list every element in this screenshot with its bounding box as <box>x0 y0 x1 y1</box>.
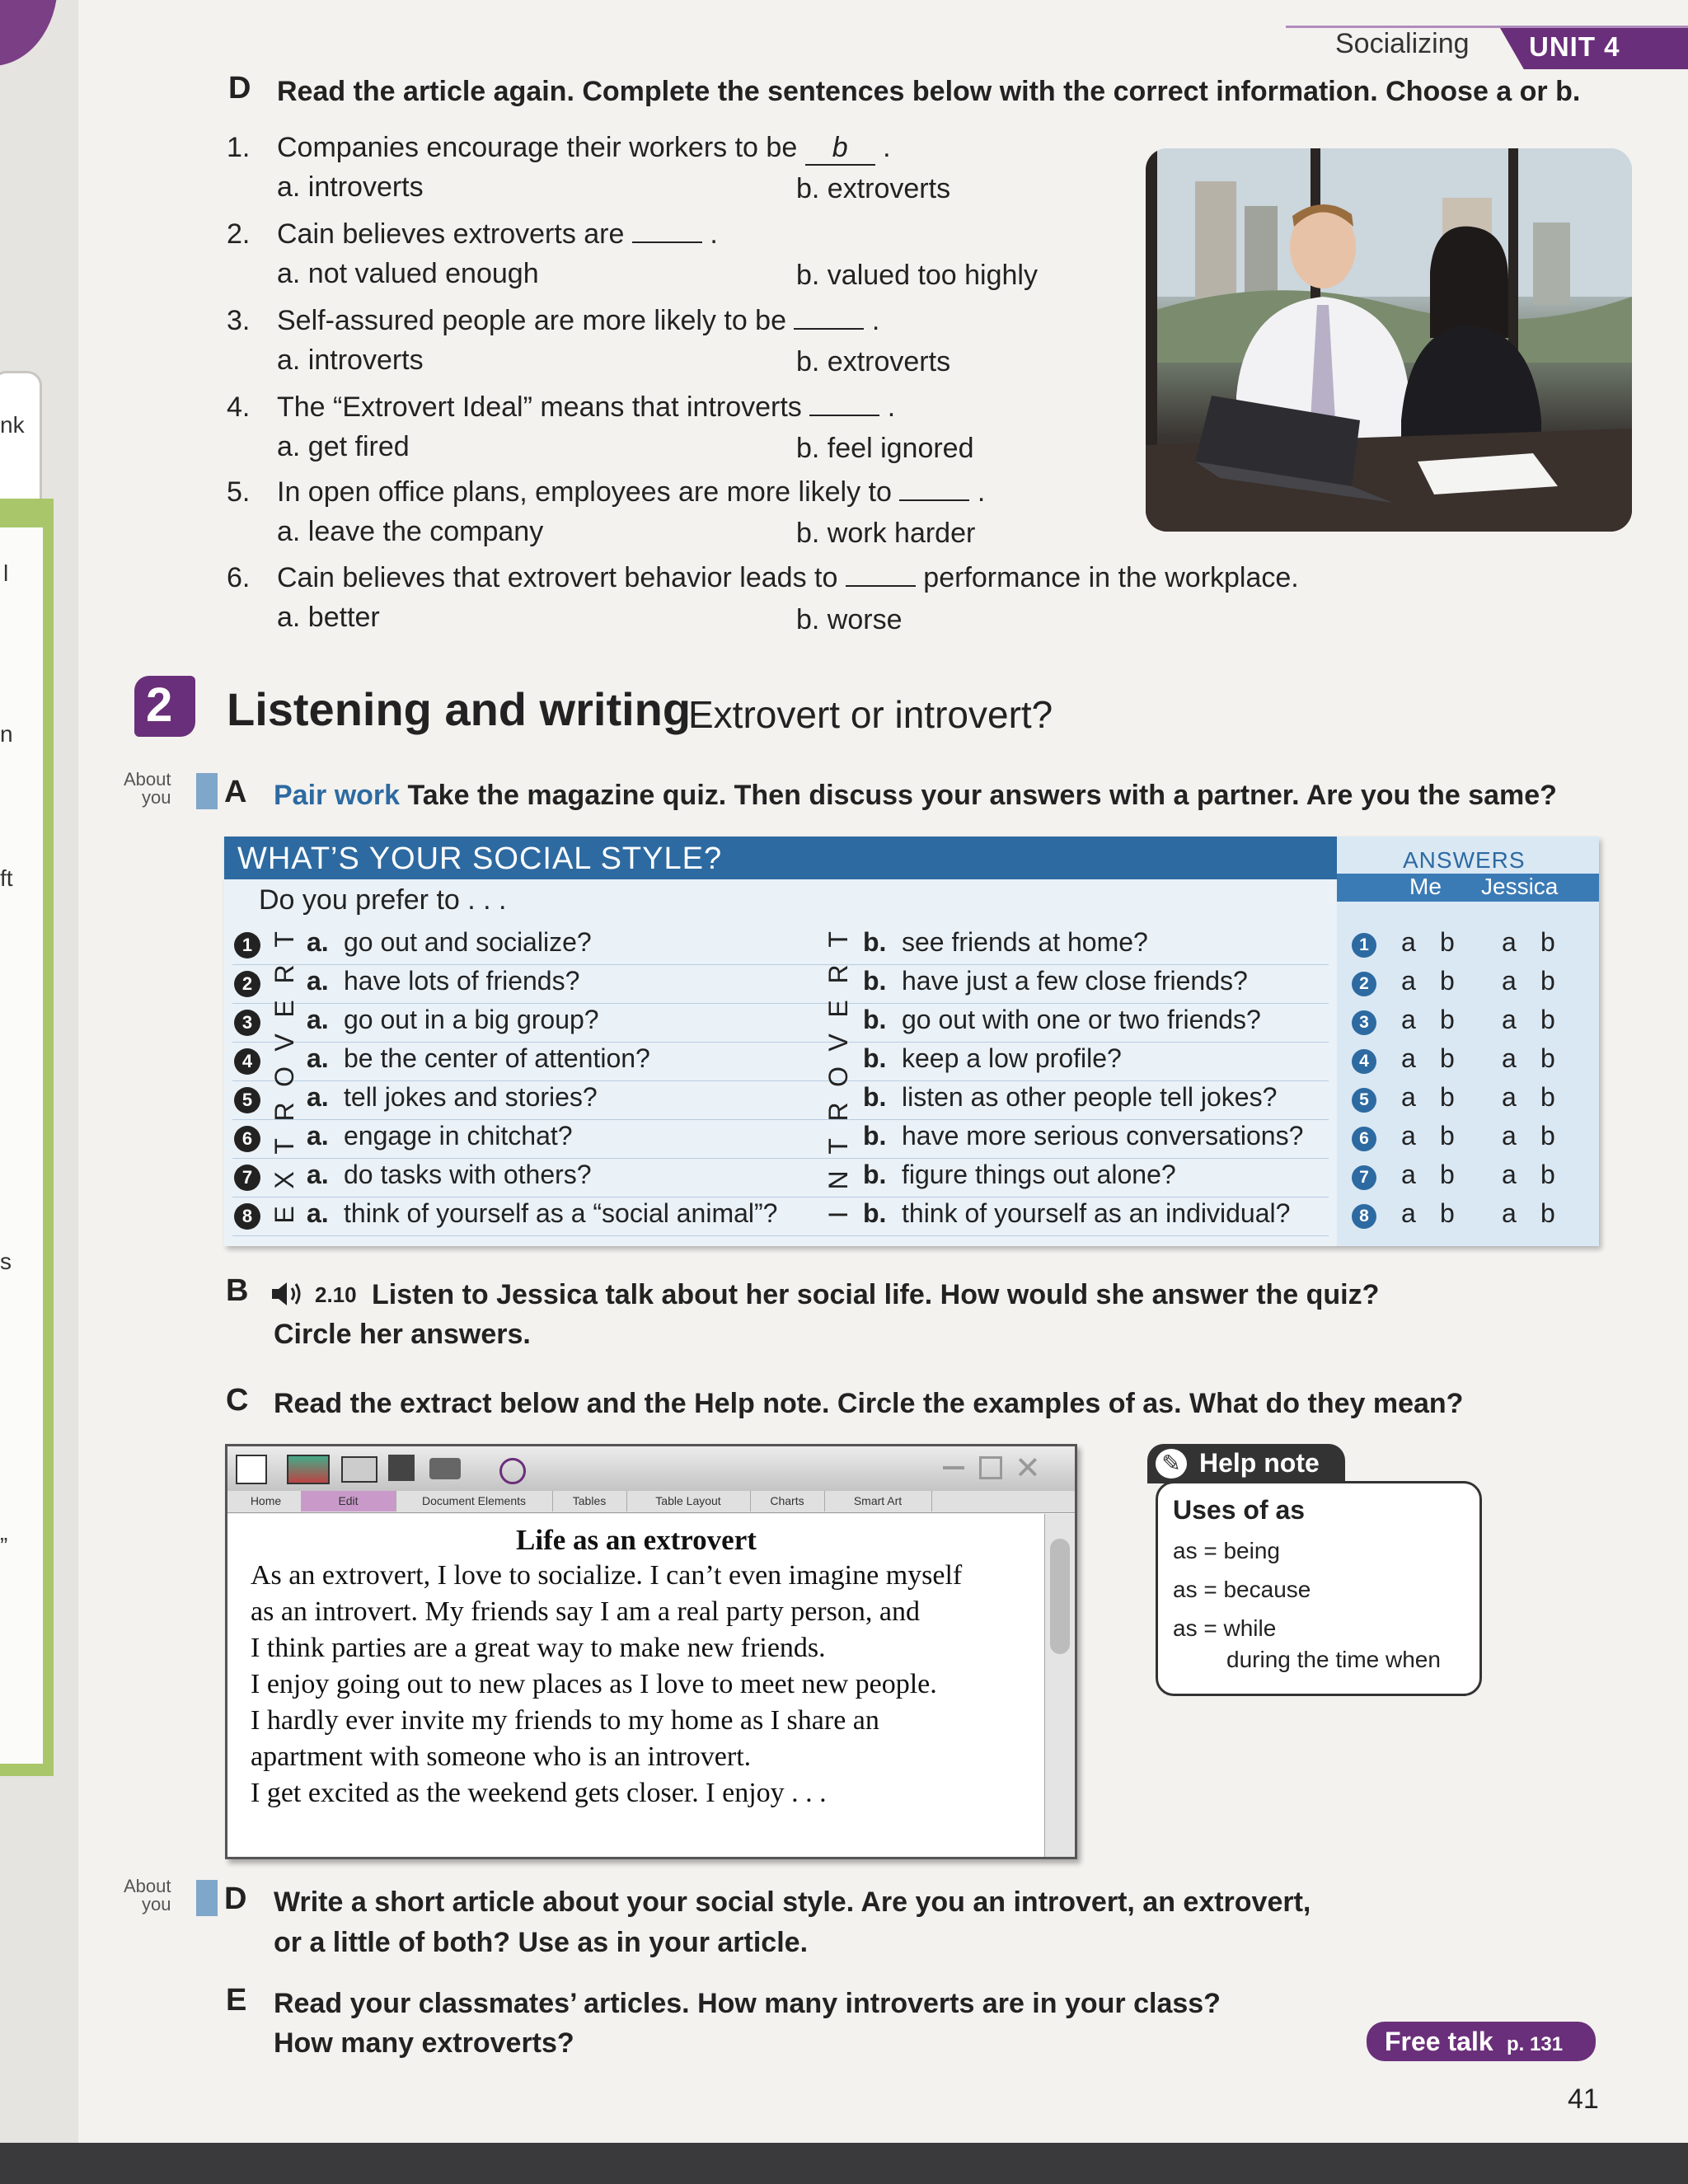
item-sentence: The “Extrovert Ideal” means that introverts . <box>277 391 896 423</box>
quiz-row-divider <box>232 1235 1329 1236</box>
extrovert-option: tell jokes and stories? <box>344 1082 598 1112</box>
item-number: 4. <box>227 391 251 423</box>
me-answer-b[interactable]: b <box>1440 1121 1455 1151</box>
jessica-answer-b[interactable]: b <box>1540 1082 1555 1112</box>
left-fragment: ” <box>0 1533 8 1558</box>
jessica-answer-a[interactable]: a <box>1502 1043 1517 1073</box>
quiz-row-divider <box>232 1158 1329 1159</box>
left-fragment: nk <box>0 412 25 438</box>
option-b[interactable]: b. extroverts <box>796 346 951 377</box>
answer-blank[interactable] <box>846 585 916 587</box>
answer-number: 2 <box>1352 972 1376 996</box>
question-number: 8 <box>234 1203 260 1230</box>
me-answer-b[interactable]: b <box>1440 1005 1455 1034</box>
quiz-title: WHAT’S YOUR SOCIAL STYLE? <box>237 841 723 876</box>
unit-label: UNIT 4 <box>1529 31 1620 62</box>
exercise-instruction-cont: How many extroverts? <box>274 2027 574 2059</box>
me-answer-b[interactable]: b <box>1440 1198 1455 1228</box>
window-toolbar <box>227 1446 1075 1492</box>
exercise-instruction: Read your classmates’ articles. How many introverts are in your class? <box>274 1988 1221 2019</box>
answer-blank[interactable] <box>809 415 879 416</box>
extrovert-vertical-letter: T <box>270 1137 300 1155</box>
document-line: I think parties are a great way to make new friends. <box>251 1633 826 1663</box>
item-number: 6. <box>227 562 251 593</box>
left-fragment: ft <box>0 865 13 891</box>
introvert-option: think of yourself as an individual? <box>902 1198 1291 1228</box>
help-note-heading: Uses of as <box>1173 1495 1306 1525</box>
document-line: As an extrovert, I love to socialize. I can’t even imagine myself <box>251 1560 963 1591</box>
introvert-vertical-letter: T <box>823 931 854 948</box>
gallery-icon[interactable] <box>287 1455 330 1484</box>
option-b[interactable]: b. valued too highly <box>796 260 1038 291</box>
extrovert-vertical-letter: T <box>270 931 300 948</box>
minimize-icon[interactable] <box>943 1466 964 1469</box>
exercise-instruction-cont: Circle her answers. <box>274 1319 531 1350</box>
answers-heading: ANSWERS <box>1403 847 1526 873</box>
option-a-letter: a. <box>307 1121 329 1151</box>
option-b-letter: b. <box>863 927 887 957</box>
item-sentence: Cain believes extroverts are . <box>277 218 718 250</box>
scrollbar-thumb[interactable] <box>1050 1539 1070 1654</box>
quiz-row-divider <box>232 964 1329 965</box>
quiz-row-divider <box>232 1119 1329 1120</box>
option-b-letter: b. <box>863 1005 887 1034</box>
introvert-vertical-letter: T <box>823 1137 854 1155</box>
answer-blank[interactable]: b <box>805 132 875 166</box>
me-answer-a[interactable]: a <box>1401 927 1416 957</box>
exercise-instruction-cont: or a little of both? Use as in your article. <box>274 1927 809 1958</box>
option-a[interactable]: a. introverts <box>277 344 424 376</box>
answer-number: 3 <box>1352 1010 1376 1035</box>
extrovert-vertical-letter: E <box>270 999 300 1018</box>
option-a-letter: a. <box>307 1160 329 1189</box>
answer-number: 5 <box>1352 1088 1376 1113</box>
tab-table-layout[interactable]: Table Layout <box>626 1491 751 1511</box>
question-number: 5 <box>234 1087 260 1113</box>
extrovert-vertical-letter: R <box>270 1102 300 1122</box>
jessica-answer-a[interactable]: a <box>1502 1160 1517 1189</box>
exercise-letter: D <box>224 1882 247 1916</box>
question-number: 7 <box>234 1165 260 1191</box>
extrovert-option: think of yourself as a “social animal”? <box>344 1198 778 1228</box>
item-sentence: In open office plans, employees are more likely to . <box>277 476 986 508</box>
column-jessica: Jessica <box>1481 874 1559 899</box>
exercise-instruction: Listen to Jessica talk about her social life. How would she answer the quiz? <box>372 1279 1380 1310</box>
left-fragment: l <box>3 560 9 586</box>
answer-number: 1 <box>1352 933 1376 958</box>
jessica-answer-b[interactable]: b <box>1540 1005 1555 1034</box>
me-answer-a[interactable]: a <box>1401 1160 1416 1189</box>
question-number: 2 <box>234 971 260 997</box>
tab-document-elements[interactable]: Document Elements <box>396 1491 553 1511</box>
me-answer-a[interactable]: a <box>1401 966 1416 996</box>
item-number: 1. <box>227 132 251 163</box>
tab-edit[interactable]: Edit <box>301 1491 396 1511</box>
extrovert-option: do tasks with others? <box>344 1160 592 1189</box>
document-title: Life as an extrovert <box>516 1524 757 1556</box>
jessica-answer-a[interactable]: a <box>1502 927 1517 957</box>
quiz-row-divider <box>232 1003 1329 1004</box>
tab-charts[interactable]: Charts <box>750 1491 825 1511</box>
me-answer-b[interactable]: b <box>1440 1082 1455 1112</box>
exercise-instruction: Write a short article about your social style. Are you an introvert, an extrovert, <box>274 1886 1311 1918</box>
about-you-marker <box>196 1880 218 1916</box>
option-b-letter: b. <box>863 1043 887 1073</box>
extrovert-vertical-letter: V <box>270 1033 300 1052</box>
me-answer-a[interactable]: a <box>1401 1121 1416 1151</box>
me-answer-b[interactable]: b <box>1440 927 1455 957</box>
introvert-vertical-letter: R <box>823 1102 854 1122</box>
ribbon-tabs <box>227 1491 1075 1513</box>
option-a[interactable]: a. better <box>277 602 380 633</box>
help-note-title: Help note <box>1199 1448 1320 1478</box>
introvert-option: go out with one or two friends? <box>902 1005 1261 1034</box>
help-note-line: as = because <box>1173 1577 1311 1602</box>
answer-number: 7 <box>1352 1165 1376 1190</box>
option-a-letter: a. <box>307 1043 329 1073</box>
print-icon[interactable] <box>429 1458 461 1479</box>
exercise-letter: B <box>226 1273 249 1308</box>
extrovert-option: be the center of attention? <box>344 1043 650 1073</box>
item-number: 3. <box>227 305 251 336</box>
me-answer-b[interactable]: b <box>1440 966 1455 996</box>
tab-home[interactable]: Home <box>231 1491 302 1511</box>
option-a-letter: a. <box>307 1082 329 1112</box>
jessica-answer-a[interactable]: a <box>1502 1121 1517 1151</box>
answer-blank[interactable] <box>794 328 864 330</box>
quiz-row-divider <box>232 1080 1329 1081</box>
exercise-letter: C <box>226 1383 249 1418</box>
jessica-answer-b[interactable]: b <box>1540 1160 1555 1189</box>
option-a-letter: a. <box>307 966 329 996</box>
introvert-option: have more serious conversations? <box>902 1121 1304 1151</box>
jessica-answer-a[interactable]: a <box>1502 1005 1517 1034</box>
option-b[interactable]: b. feel ignored <box>796 433 974 464</box>
answer-number: 6 <box>1352 1127 1376 1151</box>
introvert-vertical-letter: I <box>823 1211 854 1219</box>
scrollbar[interactable] <box>1044 1514 1075 1857</box>
speaker-icon <box>270 1279 307 1309</box>
option-b-letter: b. <box>863 1121 887 1151</box>
introvert-vertical-letter: R <box>823 964 854 984</box>
extrovert-option: go out in a big group? <box>344 1005 599 1034</box>
item-number: 5. <box>227 476 251 508</box>
left-page-white-panel <box>0 527 43 1764</box>
help-note-line: as = while <box>1173 1615 1277 1641</box>
help-icon[interactable] <box>499 1458 526 1484</box>
jessica-answer-b[interactable]: b <box>1540 927 1555 957</box>
option-a-letter: a. <box>307 927 329 957</box>
question-number: 6 <box>234 1126 260 1152</box>
tab-smart-art[interactable]: Smart Art <box>824 1491 932 1511</box>
question-number: 4 <box>234 1048 260 1075</box>
quiz-panel <box>224 837 1599 1246</box>
help-note-line: as = being <box>1173 1538 1280 1563</box>
tab-tables[interactable]: Tables <box>552 1491 627 1511</box>
quiz-row-divider <box>232 1042 1329 1043</box>
left-page-box <box>0 371 42 516</box>
save-icon[interactable] <box>388 1455 415 1481</box>
scan-edge <box>0 2143 1688 2184</box>
document-line: as an introvert. My friends say I am a real party person, and <box>251 1596 920 1627</box>
exercise-letter: D <box>228 71 251 105</box>
extrovert-vertical-letter: R <box>270 964 300 984</box>
about-you-marker <box>196 773 218 809</box>
item-sentence: Self-assured people are more likely to be . <box>277 305 880 336</box>
option-b-letter: b. <box>863 966 887 996</box>
new-document-icon[interactable] <box>236 1455 267 1484</box>
introvert-option: have just a few close friends? <box>902 966 1248 996</box>
introvert-vertical-letter: N <box>823 1170 854 1190</box>
document-line: I enjoy going out to new places as I love to meet new people. <box>251 1669 937 1699</box>
option-b-letter: b. <box>863 1198 887 1228</box>
left-fragment: s <box>0 1249 12 1274</box>
jessica-answer-b[interactable]: b <box>1540 1121 1555 1151</box>
introvert-option: figure things out alone? <box>902 1160 1176 1189</box>
introvert-vertical-letter: E <box>823 999 854 1018</box>
me-answer-b[interactable]: b <box>1440 1043 1455 1073</box>
extrovert-option: go out and socialize? <box>344 927 592 957</box>
extrovert-vertical-letter: X <box>270 1171 300 1189</box>
about-you-label: About you <box>124 1876 171 1915</box>
jessica-answer-a[interactable]: a <box>1502 1198 1517 1228</box>
question-number: 3 <box>234 1010 260 1036</box>
extrovert-vertical-letter: E <box>270 1206 300 1224</box>
free-talk-label: Free talk <box>1385 2027 1493 2056</box>
me-answer-a[interactable]: a <box>1401 1005 1416 1034</box>
option-b-letter: b. <box>863 1160 887 1189</box>
option-b[interactable]: b. extroverts <box>796 173 951 204</box>
page-number: 41 <box>1568 2083 1599 2115</box>
introvert-option: see friends at home? <box>902 927 1148 957</box>
option-b[interactable]: b. worse <box>796 604 903 635</box>
item-sentence: Cain believes that extrovert behavior leads to performance in the workplace. <box>277 562 1299 593</box>
option-a-letter: a. <box>307 1198 329 1228</box>
option-b[interactable]: b. work harder <box>796 518 976 549</box>
section-number-badge <box>134 676 195 737</box>
office-photo-illustration <box>1146 148 1632 532</box>
extrovert-vertical-letter: O <box>270 1066 300 1087</box>
extrovert-option: engage in chitchat? <box>344 1121 573 1151</box>
document-line: I get excited as the weekend gets closer. I enjoy . . . <box>251 1778 827 1808</box>
document-window <box>225 1444 1077 1859</box>
question-number: 1 <box>234 932 260 958</box>
introvert-option: listen as other people tell jokes? <box>902 1082 1278 1112</box>
jessica-answer-a[interactable]: a <box>1502 1082 1517 1112</box>
about-you-label: About you <box>124 769 171 808</box>
answer-number: 8 <box>1352 1204 1376 1229</box>
jessica-answer-b[interactable]: b <box>1540 966 1555 996</box>
answer-blank[interactable] <box>632 241 702 243</box>
option-a[interactable]: a. get fired <box>277 431 410 462</box>
track-number: 2.10 <box>315 1282 357 1307</box>
me-answer-a[interactable]: a <box>1401 1198 1416 1228</box>
column-me: Me <box>1409 874 1442 899</box>
document-line: I hardly ever invite my friends to my home as I share an <box>251 1705 879 1736</box>
section-label: Socializing <box>1335 28 1470 59</box>
answer-blank[interactable] <box>899 499 969 501</box>
left-fragment: n <box>0 721 13 747</box>
close-icon[interactable]: ✕ <box>1015 1451 1041 1486</box>
free-talk-button[interactable] <box>1367 2022 1596 2061</box>
me-answer-a[interactable]: a <box>1401 1043 1416 1073</box>
maximize-icon[interactable] <box>979 1456 1002 1479</box>
introvert-vertical-letter: V <box>823 1033 854 1052</box>
pencil-icon: ✎ <box>1156 1449 1187 1479</box>
exercise-instruction: Pair work Take the magazine quiz. Then discuss your answers with a partner. Are you the same? <box>274 780 1557 811</box>
office-photo <box>1146 148 1632 532</box>
introvert-option: keep a low profile? <box>902 1043 1122 1073</box>
extrovert-option: have lots of friends? <box>344 966 580 996</box>
option-a-letter: a. <box>307 1005 329 1034</box>
option-a[interactable]: a. not valued enough <box>277 258 539 289</box>
audio-icon[interactable] <box>270 1279 307 1316</box>
free-talk-page: p. 131 <box>1507 2033 1564 2055</box>
exercise-instruction: Read the extract below and the Help note. Circle the examples of as. What do they mean? <box>274 1388 1464 1419</box>
section-number: 2 <box>146 678 173 732</box>
exercise-instruction: Read the article again. Complete the sentences below with the correct information. Choose a or b. <box>277 76 1581 107</box>
me-answer-a[interactable]: a <box>1401 1082 1416 1112</box>
introvert-vertical-letter: O <box>823 1066 854 1087</box>
me-answer-b[interactable]: b <box>1440 1160 1455 1189</box>
option-b-letter: b. <box>863 1082 887 1112</box>
answer-number: 4 <box>1352 1049 1376 1074</box>
section-subtitle: Extrovert or introvert? <box>688 693 1053 736</box>
open-folder-icon[interactable] <box>341 1456 377 1483</box>
quiz-prompt: Do you prefer to . . . <box>259 884 507 916</box>
exercise-letter: E <box>226 1983 247 2018</box>
option-a[interactable]: a. introverts <box>277 171 424 203</box>
jessica-answer-a[interactable]: a <box>1502 966 1517 996</box>
document-line: apartment with someone who is an introvert. <box>251 1741 752 1772</box>
section-title: Listening and writing <box>227 683 692 735</box>
item-sentence: Companies encourage their workers to be b . <box>277 132 891 166</box>
jessica-answer-b[interactable]: b <box>1540 1043 1555 1073</box>
jessica-answer-b[interactable]: b <box>1540 1198 1555 1228</box>
exercise-letter: A <box>224 775 247 809</box>
help-note-line: during the time when <box>1226 1647 1441 1672</box>
option-a[interactable]: a. leave the company <box>277 516 544 547</box>
answers-column-header <box>1337 874 1599 902</box>
item-number: 2. <box>227 218 251 250</box>
